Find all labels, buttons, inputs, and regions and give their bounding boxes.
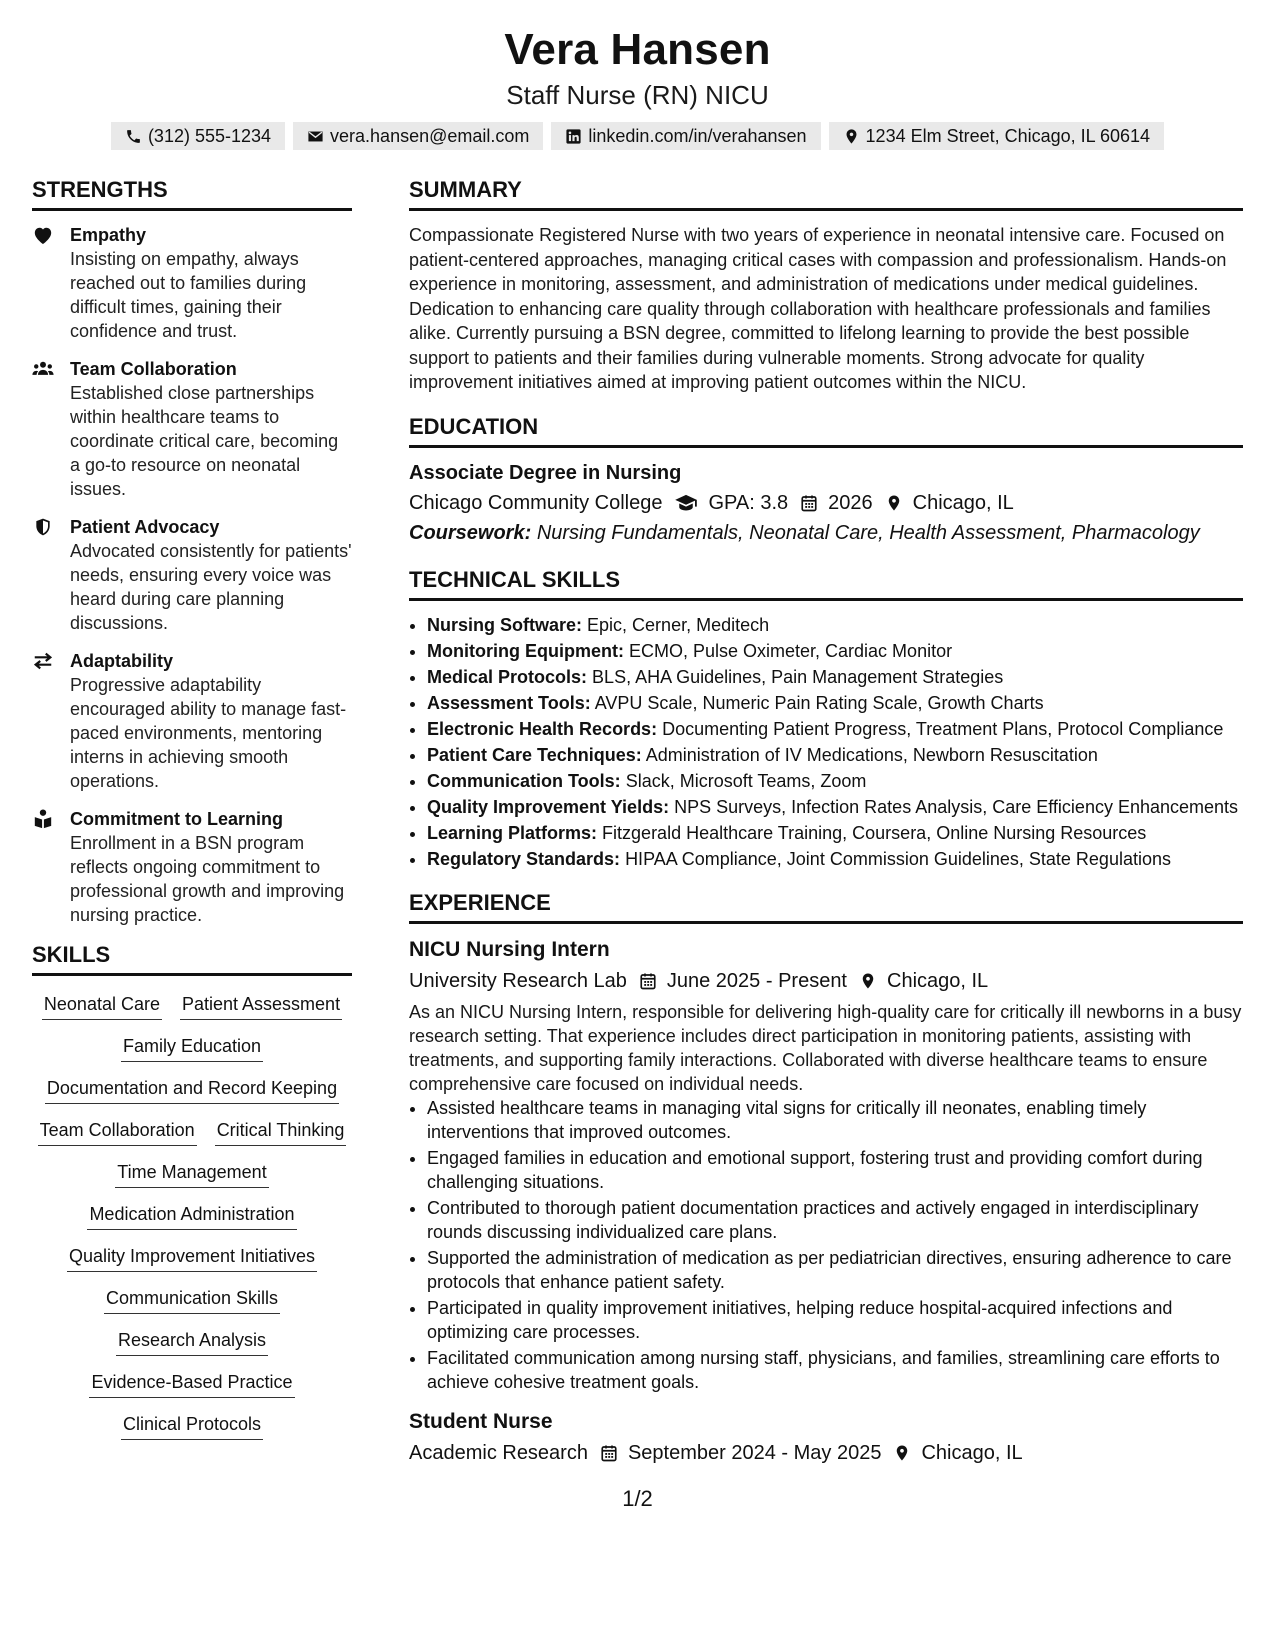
skill-tag: Documentation and Record Keeping [45,1076,339,1104]
job-bullets [409,1096,1243,1394]
tech-skill-value: Fitzgerald Healthcare Training, Coursera, Online Nursing Resources [602,822,1147,843]
gpa-text: GPA: 3.8 [708,491,789,514]
job-title: NICU Nursing Intern [409,937,610,961]
candidate-name: Vera Hansen [504,25,771,74]
linkedin-icon [565,128,582,145]
tech-skill-label: Learning Platforms: [427,822,598,843]
location-icon [893,1444,911,1462]
skill-tag: Family Education [121,1034,263,1062]
job-location: Chicago, IL [921,1441,1023,1464]
skill-tag: Medication Administration [87,1202,296,1230]
strengths-heading: STRENGTHS [32,176,352,211]
skill-tag: Research Analysis [116,1328,268,1356]
list-item [427,717,1243,741]
tech-skill-value: HIPAA Compliance, Joint Commission Guidelines, State Regulations [625,848,1171,869]
strength-desc: Established close partnerships within healthcare teams to coordinate critical care, becoming a go-to resource on neonatal issues. [70,383,339,499]
tech-skill-value: Epic, Cerner, Meditech [587,614,770,635]
strength-item [32,807,352,927]
tech-skill-value: Administration of IV Medications, Newborn Resuscitation [645,744,1098,765]
coursework [409,518,1243,548]
skill-tag: Critical Thinking [215,1118,347,1146]
job-dates: September 2024 - May 2025 [627,1441,882,1464]
tech-skill-label: Medical Protocols: [427,666,588,687]
strength-desc: Insisting on empathy, always reached out to families during difficult times, gaining their confidence and trust. [70,249,307,341]
resume-header [0,0,1275,150]
education-meta [409,488,1243,518]
tech-skill-label: Nursing Software: [427,614,583,635]
job-description: As an NICU Nursing Intern, responsible for delivering high-quality care for critically ill newborns in a busy research setting. That experience includes direct participation in monitoring patients, assisting with treatments, and supporting family interactions. Collaborated with diverse healthcare teams to ensure comprehensive care focused on individual needs. [409,1001,1242,1094]
graduation-year: 2026 [828,491,873,514]
list-item: • Contributed to thorough patient documentation practices and actively engaged in interdisciplinary rounds discussing individualized care plans. [427,1196,1243,1244]
summary-text: Compassionate Registered Nurse with two years of experience in neonatal intensive care. Focused on patient-centered approaches, managing critical cases with compassion and professionalism. Hands-on experience in monitoring, assessment, and administration of medications under medical guidelines. Dedication to enhancing care quality through collaboration with healthcare professionals and families alike. Currently pursuing a BSN degree, committed to lifelong learning to provide the best possible support to patients and their families during vulnerable moments. Strong advocate for quality improvement initiatives aimed at improving patient outcomes within the NICU. [409,225,1227,392]
calendar-icon [639,972,657,990]
tech-skill-value: ECMO, Pulse Oximeter, Cardiac Monitor [628,640,953,661]
list-item: • Facilitated communication among nursing staff, physicians, and families, streamlining care efforts to achieve cohesive treatment goals. [427,1346,1243,1394]
job-org: University Research Lab [409,969,627,992]
coursework-label: Coursework: [409,521,532,544]
strength-desc: Enrollment in a BSN program reflects ongoing commitment to professional growth and improving nursing practice. [70,833,345,925]
strength-title: Team Collaboration [70,359,237,379]
skill-tag: Communication Skills [104,1286,280,1314]
summary-heading: SUMMARY [409,176,1243,211]
tech-skill-value: NPS Surveys, Infection Rates Analysis, Care Efficiency Enhancements [674,796,1239,817]
left-column [32,176,352,1440]
list-item [427,743,1243,767]
candidate-title: Staff Nurse (RN) NICU [506,80,769,110]
list-item [427,847,1243,871]
education-heading: EDUCATION [409,413,1243,448]
degree-title: Associate Degree in Nursing [409,461,682,484]
list-item [427,821,1243,845]
technical-skills-heading: TECHNICAL SKILLS [409,566,1243,601]
strength-title: Patient Advocacy [70,517,220,537]
shield-icon [32,515,70,635]
list-item [427,769,1243,793]
tech-skill-label: Patient Care Techniques: [427,744,642,765]
tech-skill-label: Quality Improvement Yields: [427,796,670,817]
job-meta [409,1438,1243,1468]
skills-heading: SKILLS [32,941,352,976]
list-item: • Participated in quality improvement initiatives, helping reduce hospital-acquired infections and optimizing care processes. [427,1296,1243,1344]
list-item [427,639,1243,663]
tech-skill-label: Communication Tools: [427,770,621,791]
address-text: 1234 Elm Street, Chicago, IL 60614 [865,126,1151,146]
graduation-cap-icon [674,494,698,512]
tech-skill-value: AVPU Scale, Numeric Pain Rating Scale, Growth Charts [594,692,1044,713]
job-title: Student Nurse [409,1409,553,1433]
location-icon [859,972,877,990]
strength-title: Empathy [70,225,147,245]
strength-item [32,515,352,635]
heart-icon [32,223,70,343]
users-icon [32,357,70,501]
contact-linkedin[interactable] [551,122,820,150]
contact-address [829,122,1165,150]
job-entry [409,936,1243,1394]
arrows-swap-icon [32,649,70,793]
list-item: • Assisted healthcare teams in managing vital signs for critically ill neonates, enabling timely interventions that improved outcomes. [427,1096,1243,1144]
contact-bar [0,122,1275,150]
list-item [427,665,1243,689]
tech-skill-value: Documenting Patient Progress, Treatment Plans, Protocol Compliance [662,718,1224,739]
job-location: Chicago, IL [887,969,989,992]
location-icon [885,494,903,512]
job-meta [409,966,1243,996]
skill-tag: Evidence-Based Practice [89,1370,294,1398]
contact-phone [111,122,285,150]
school-location: Chicago, IL [912,491,1014,514]
experience-heading: EXPERIENCE [409,889,1243,924]
list-item: • Engaged families in education and emotional support, fostering trust and providing comfort during challenging situations. [427,1146,1243,1194]
skill-tag: Patient Assessment [180,992,342,1020]
phone-text: (312) 555-1234 [147,126,272,146]
phone-icon [125,128,142,145]
list-item [427,613,1243,637]
technical-skills-list [409,613,1243,871]
page-number: 1/2 [622,1486,653,1511]
email-text[interactable]: vera.hansen@email.com [330,126,530,146]
strength-title: Adaptability [70,651,174,671]
strength-item [32,649,352,793]
right-column [409,176,1243,1468]
contact-email[interactable] [293,122,543,150]
calendar-icon [600,1444,618,1462]
tech-skill-label: Regulatory Standards: [427,848,621,869]
calendar-icon [800,494,818,512]
skill-tag: Time Management [115,1160,268,1188]
job-dates: June 2025 - Present [666,969,847,992]
tech-skill-label: Monitoring Equipment: [427,640,624,661]
tech-skill-label: Assessment Tools: [427,692,591,713]
school-name: Chicago Community College [409,491,663,514]
linkedin-text[interactable]: linkedin.com/in/verahansen [588,126,807,146]
list-item [427,795,1243,819]
list-item: • Supported the administration of medication as per pediatrician directives, ensuring adherence to care protocols that enhance patient safety. [427,1246,1243,1294]
coursework-list: Nursing Fundamentals, Neonatal Care, Health Assessment, Pharmacology [536,521,1200,544]
skills-list [32,988,352,1440]
job-org: Academic Research [409,1441,588,1464]
strength-item [32,223,352,343]
skill-tag: Clinical Protocols [121,1412,263,1440]
email-icon [307,128,324,145]
tech-skill-value: Slack, Microsoft Teams, Zoom [625,770,867,791]
location-icon [843,128,860,145]
strength-desc: Progressive adaptability encouraged ability to manage fast-paced environments, mentoring interns in achieving smooth operations. [70,675,347,791]
book-reader-icon [32,807,70,927]
strength-title: Commitment to Learning [70,809,284,829]
strength-item [32,357,352,501]
skill-tag: Neonatal Care [42,992,162,1020]
job-entry [409,1408,1243,1468]
list-item [427,691,1243,715]
tech-skill-label: Electronic Health Records: [427,718,658,739]
tech-skill-value: BLS, AHA Guidelines, Pain Management Strategies [592,666,1004,687]
skill-tag: Quality Improvement Initiatives [67,1244,317,1272]
resume-body [32,176,1243,1464]
strength-desc: Advocated consistently for patients' needs, ensuring every voice was heard during care planning discussions. [70,541,352,633]
skill-tag: Team Collaboration [38,1118,197,1146]
